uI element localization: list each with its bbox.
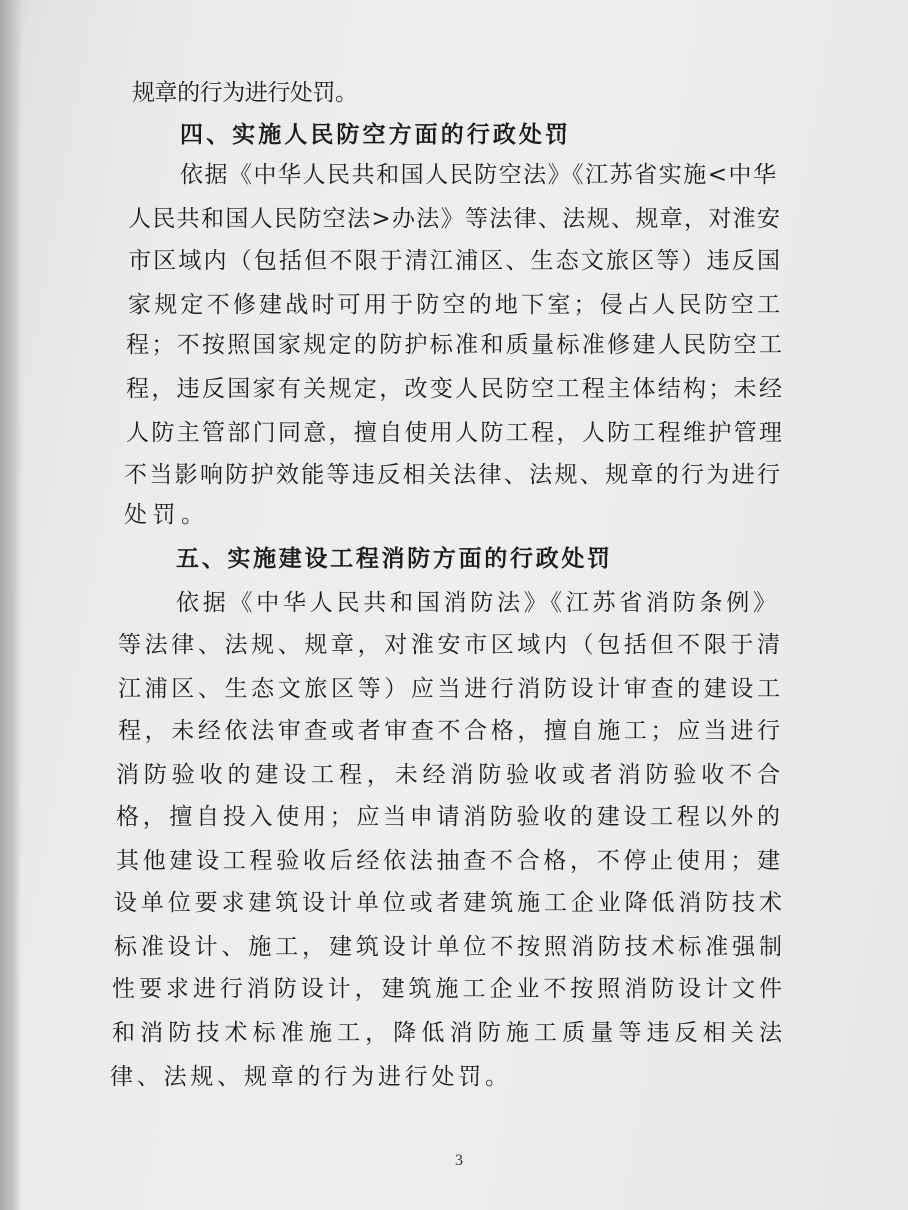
text-line-7: 程；不按照国家规定的防护标准和质量标准修建人民防空工 <box>126 332 785 358</box>
text-line-24: 律、法规、规章的行为进行处罚。 <box>110 1064 512 1090</box>
text-line-1: 规章的行为进行处罚。 <box>132 80 358 106</box>
text-line-21: 标准设计、施工，建筑设计单位不按照消防技术标准强制 <box>114 934 786 960</box>
text-line-20: 设单位要求建筑设计单位或者建筑施工企业降低消防技术 <box>114 890 786 916</box>
text-line-4: 人民共和国人民防空法>办法》等法律、法规、规章，对淮安 <box>128 206 782 232</box>
text-line-15: 江浦区、生态文旅区等）应当进行消防设计审查的建设工 <box>118 676 784 702</box>
text-line-22: 性要求进行消防设计，建筑施工企业不按照消防设计文件 <box>112 976 786 1002</box>
text-line-23: 和消防技术标准施工，降低消防施工质量等违反相关法 <box>112 1020 788 1046</box>
text-line-6: 家规定不修建战时可用于防空的地下室；侵占人民防空工 <box>128 292 784 318</box>
text-line-19: 其他建设工程验收后经依法抽查不合格，不停止使用；建 <box>116 848 784 874</box>
section-heading-5: 五、实施建设工程消防方面的行政处罚 <box>176 546 613 572</box>
text-line-13: 依据《中华人民共和国消防法》《江苏省消防条例》 <box>176 590 780 616</box>
text-line-9: 人防主管部门同意，擅自使用人防工程，人防工程维护管理 <box>126 420 785 446</box>
section-heading-4: 四、实施人民防空方面的行政处罚 <box>180 122 572 148</box>
text-line-10: 不当影响防护效能等违反相关法律、法规、规章的行为进行 <box>124 462 783 488</box>
text-line-14: 等法律、法规、规章，对淮安市区域内（包括但不限于清 <box>118 632 784 658</box>
text-line-17: 消防验收的建设工程，未经消防验收或者消防验收不合 <box>116 762 785 788</box>
text-line-11: 处罚。 <box>124 502 210 528</box>
text-line-3: 依据《中华人民共和国人民防空法》《江苏省实施<中华 <box>180 162 778 188</box>
text-line-18: 格，擅自投入使用；应当申请消防验收的建设工程以外的 <box>116 804 784 830</box>
page-number: 3 <box>455 1152 463 1169</box>
text-line-16: 程，未经依法审查或者审查不合格，擅自施工；应当进行 <box>118 718 784 744</box>
text-line-5: 市区域内（包括但不限于清江浦区、生态文旅区等）违反国 <box>128 248 783 274</box>
text-line-8: 程，违反国家有关规定，改变人民防空工程主体结构；未经 <box>126 376 785 402</box>
